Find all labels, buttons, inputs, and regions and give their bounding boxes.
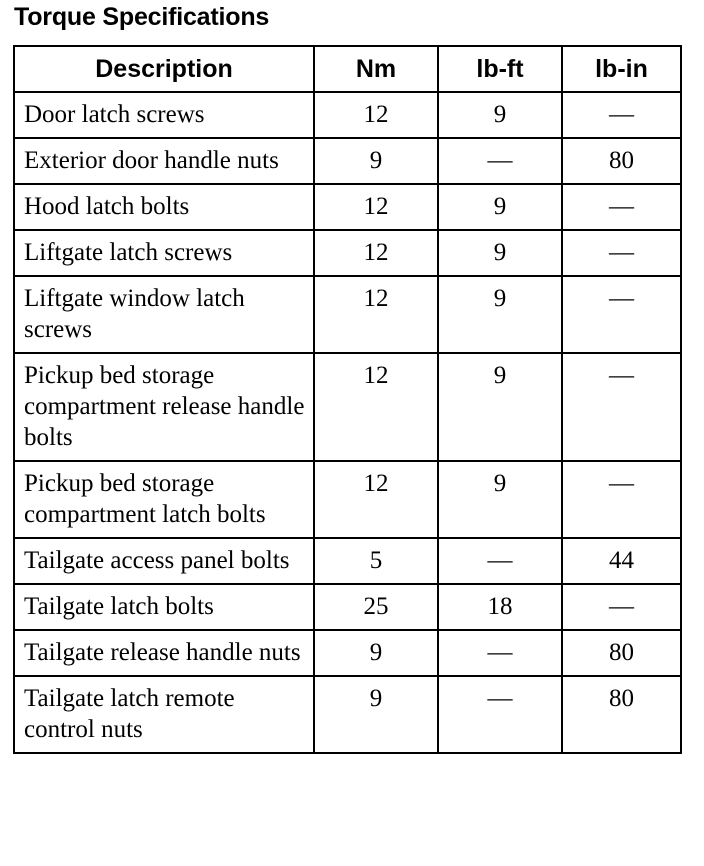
cell-description: Pickup bed storage compartment latch bolts xyxy=(14,461,314,538)
cell-nm: 9 xyxy=(314,138,438,184)
cell-nm: 12 xyxy=(314,276,438,353)
cell-description: Liftgate latch screws xyxy=(14,230,314,276)
cell-lb-in: — xyxy=(562,184,681,230)
table-row xyxy=(14,138,681,184)
cell-nm: 9 xyxy=(314,630,438,676)
cell-nm: 12 xyxy=(314,461,438,538)
cell-nm: 25 xyxy=(314,584,438,630)
cell-description: Door latch screws xyxy=(14,92,314,138)
cell-lb-ft: 9 xyxy=(438,184,562,230)
cell-nm: 12 xyxy=(314,184,438,230)
table-row xyxy=(14,353,681,461)
cell-description: Tailgate latch bolts xyxy=(14,584,314,630)
cell-description: Exterior door handle nuts xyxy=(14,138,314,184)
cell-lb-ft: — xyxy=(438,538,562,584)
table-row xyxy=(14,92,681,138)
cell-description: Liftgate window latch screws xyxy=(14,276,314,353)
table-row xyxy=(14,276,681,353)
cell-nm: 12 xyxy=(314,92,438,138)
cell-lb-ft: 9 xyxy=(438,353,562,461)
cell-description: Tailgate release handle nuts xyxy=(14,630,314,676)
table-row xyxy=(14,184,681,230)
cell-lb-ft: 9 xyxy=(438,230,562,276)
cell-lb-in: — xyxy=(562,461,681,538)
header-nm: Nm xyxy=(314,46,438,92)
cell-lb-in: 80 xyxy=(562,676,681,753)
header-lb-in: lb-in xyxy=(562,46,681,92)
cell-lb-ft: — xyxy=(438,138,562,184)
cell-lb-in: — xyxy=(562,230,681,276)
table-row xyxy=(14,630,681,676)
cell-lb-ft: 9 xyxy=(438,276,562,353)
cell-nm: 12 xyxy=(314,230,438,276)
cell-lb-in: — xyxy=(562,584,681,630)
cell-lb-ft: 9 xyxy=(438,92,562,138)
table-row xyxy=(14,676,681,753)
table-row xyxy=(14,538,681,584)
header-lb-ft: lb-ft xyxy=(438,46,562,92)
table-header-row xyxy=(14,46,681,92)
table-row xyxy=(14,584,681,630)
cell-description: Pickup bed storage compartment release handle bolts xyxy=(14,353,314,461)
torque-spec-table xyxy=(13,45,682,754)
page-title: Torque Specifications xyxy=(14,3,270,31)
cell-nm: 5 xyxy=(314,538,438,584)
cell-lb-in: — xyxy=(562,92,681,138)
cell-description: Tailgate access panel bolts xyxy=(14,538,314,584)
cell-lb-in: 80 xyxy=(562,630,681,676)
header-description: Description xyxy=(14,46,314,92)
cell-lb-ft: 9 xyxy=(438,461,562,538)
cell-lb-ft: — xyxy=(438,630,562,676)
cell-description: Tailgate latch remote control nuts xyxy=(14,676,314,753)
cell-lb-in: 80 xyxy=(562,138,681,184)
cell-lb-in: — xyxy=(562,276,681,353)
table-row xyxy=(14,230,681,276)
cell-description: Hood latch bolts xyxy=(14,184,314,230)
cell-nm: 12 xyxy=(314,353,438,461)
cell-lb-ft: 18 xyxy=(438,584,562,630)
cell-lb-in: 44 xyxy=(562,538,681,584)
cell-nm: 9 xyxy=(314,676,438,753)
cell-lb-ft: — xyxy=(438,676,562,753)
table-row xyxy=(14,461,681,538)
cell-lb-in: — xyxy=(562,353,681,461)
